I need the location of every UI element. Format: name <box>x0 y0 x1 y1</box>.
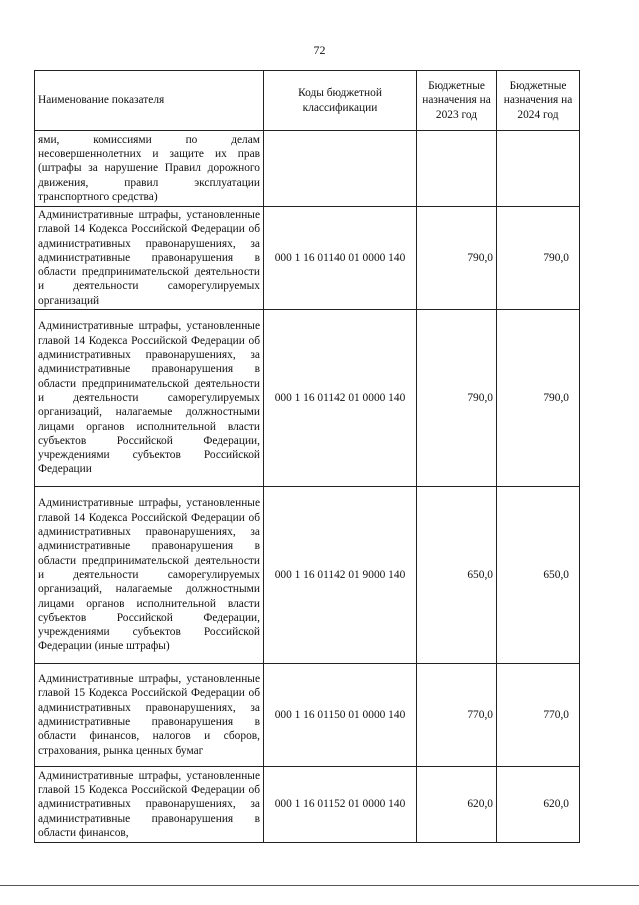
budget-code-cell: 000 1 16 01152 01 0000 140 <box>264 767 417 843</box>
indicator-name-cell: Административные штрафы, установленные главой 14 Кодекса Российской Федерации об административных правонарушениях, за административные правонарушения в области предпринимательской деятельности и деятельности саморегулируемых организаций <box>35 207 264 310</box>
value-2023-cell: 790,0 <box>417 310 497 487</box>
header-indicator-name: Наименование показателя <box>35 71 264 131</box>
budget-code-cell <box>264 131 417 207</box>
value-2024-cell: 770,0 <box>497 664 580 767</box>
value-2023-cell: 770,0 <box>417 664 497 767</box>
budget-code-cell: 000 1 16 01150 01 0000 140 <box>264 664 417 767</box>
table-row <box>35 131 580 207</box>
budget-code-cell: 000 1 16 01142 01 9000 140 <box>264 487 417 664</box>
table-row <box>35 767 580 843</box>
value-2023-cell <box>417 131 497 207</box>
table-header-row <box>35 71 580 131</box>
page-bottom-rule <box>0 885 639 886</box>
value-2024-cell: 790,0 <box>497 207 580 310</box>
value-2024-cell: 650,0 <box>497 487 580 664</box>
indicator-name-cell: Административные штрафы, установленные главой 14 Кодекса Российской Федерации об административных правонарушениях, за административные правонарушения в области предпринимательской деятельности и деятельности саморегулируемых организаций, налагаемые должностными лицами органов исполнительной власти субъектов Российской Федерации, учреждениями субъектов Российской Федерации <box>35 310 264 487</box>
value-2023-cell: 650,0 <box>417 487 497 664</box>
page-number: 72 <box>313 43 326 57</box>
indicator-name-cell: Административные штрафы, установленные главой 15 Кодекса Российской Федерации об административных правонарушениях, за административные правонарушения в области финансов, налогов и сборов, страхования, рынка ценных бумаг <box>35 664 264 767</box>
value-2024-cell: 620,0 <box>497 767 580 843</box>
indicator-name-cell: ями, комиссиями по делам несовершеннолетних и защите их прав (штрафы за нарушение Правил дорожного движения, правил эксплуатации транспортного средства) <box>35 131 264 207</box>
value-2024-cell <box>497 131 580 207</box>
indicator-name-cell: Административные штрафы, установленные главой 14 Кодекса Российской Федерации об административных правонарушениях, за административные правонарушения в области предпринимательской деятельности и деятельности саморегулируемых организаций, налагаемые должностными лицами органов исполнительной власти субъектов Российской Федерации, учреждениями субъектов Российской Федерации (иные штрафы) <box>35 487 264 664</box>
value-2023-cell: 790,0 <box>417 207 497 310</box>
budget-code-cell: 000 1 16 01142 01 0000 140 <box>264 310 417 487</box>
header-budget-2023: Бюджетные назначения на 2023 год <box>417 71 497 131</box>
value-2024-cell: 790,0 <box>497 310 580 487</box>
table-row <box>35 207 580 310</box>
table-row <box>35 310 580 487</box>
header-budget-code: Коды бюджетной классификации <box>264 71 417 131</box>
budget-table <box>34 70 580 843</box>
table-row <box>35 664 580 767</box>
header-budget-2024: Бюджетные назначения на 2024 год <box>497 71 580 131</box>
indicator-name-cell: Административные штрафы, установленные главой 15 Кодекса Российской Федерации об административных правонарушениях, за административные правонарушения в области финансов, <box>35 767 264 843</box>
budget-code-cell: 000 1 16 01140 01 0000 140 <box>264 207 417 310</box>
value-2023-cell: 620,0 <box>417 767 497 843</box>
table-row <box>35 487 580 664</box>
